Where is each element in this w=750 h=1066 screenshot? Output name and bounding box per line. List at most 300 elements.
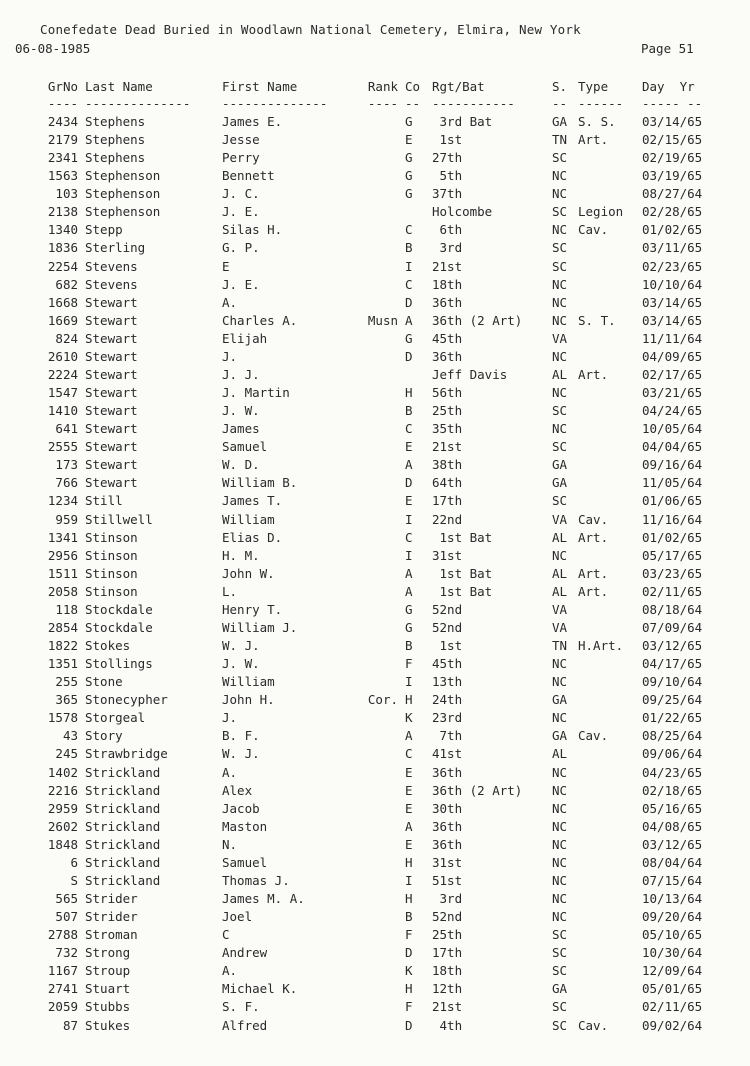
column-header-row xyxy=(0,79,750,97)
row-last-name: Stewart xyxy=(85,403,138,419)
row-first-name: Michael K. xyxy=(222,981,298,997)
row-last-name: Stewart xyxy=(85,439,138,455)
row-date: 05/17/65 xyxy=(642,547,703,563)
row-state: NC xyxy=(552,656,568,672)
row-state: GA xyxy=(552,692,568,708)
row-last-name: Strickland xyxy=(85,854,161,870)
row-state: AL xyxy=(552,366,568,382)
table-row xyxy=(0,728,750,746)
table-row xyxy=(0,150,750,168)
document-date: 06-08-1985 xyxy=(15,41,91,56)
row-state: NC xyxy=(552,800,568,816)
row-company: A xyxy=(405,312,413,328)
row-regiment: 52nd xyxy=(432,601,463,617)
row-regiment: 21st xyxy=(432,999,463,1015)
table-row xyxy=(0,620,750,638)
row-first-name: Samuel xyxy=(222,439,268,455)
page-number: Page 51 xyxy=(641,41,694,56)
row-last-name: Stewart xyxy=(85,421,138,437)
table-row xyxy=(0,927,750,945)
column-header-grno: GrNo xyxy=(47,79,78,94)
row-date: 12/09/64 xyxy=(642,963,703,979)
row-state: SC xyxy=(552,258,568,274)
row-date: 03/23/65 xyxy=(642,565,703,581)
row-company: H xyxy=(405,981,413,997)
row-date: 03/21/65 xyxy=(642,385,703,401)
row-company: E xyxy=(405,782,413,798)
row-first-name: Alex xyxy=(222,782,253,798)
table-row xyxy=(0,1018,750,1036)
row-first-name: C xyxy=(222,927,230,943)
row-regiment: 31st xyxy=(432,854,463,870)
row-state: GA xyxy=(552,475,568,491)
row-last-name: Stuart xyxy=(85,981,131,997)
table-row xyxy=(0,367,750,385)
row-last-name: Stewart xyxy=(85,457,138,473)
row-date: 01/02/65 xyxy=(642,222,703,238)
row-grno: 766 xyxy=(55,475,78,491)
row-first-name: S. F. xyxy=(222,999,260,1015)
row-first-name: H. M. xyxy=(222,547,260,563)
row-date: 02/15/65 xyxy=(642,132,703,148)
row-date: 05/01/65 xyxy=(642,981,703,997)
row-first-name: John W. xyxy=(222,565,275,581)
row-date: 04/09/65 xyxy=(642,348,703,364)
row-last-name: Stonecypher xyxy=(85,692,168,708)
row-company: G xyxy=(405,619,413,635)
row-type: Cav. xyxy=(578,1017,609,1033)
row-company: F xyxy=(405,656,413,672)
row-last-name: Stephenson xyxy=(85,204,161,220)
table-row xyxy=(0,873,750,891)
separator-grno: ---- xyxy=(47,96,78,111)
row-date: 04/08/65 xyxy=(642,818,703,834)
row-last-name: Story xyxy=(85,728,123,744)
table-row xyxy=(0,186,750,204)
row-state: AL xyxy=(552,583,568,599)
separator-regiment: ----------- xyxy=(432,96,515,111)
row-state: NC xyxy=(552,276,568,292)
row-last-name: Stillwell xyxy=(85,511,153,527)
row-state: NC xyxy=(552,168,568,184)
row-grno: 959 xyxy=(55,511,78,527)
separator-date: ----- -- xyxy=(642,96,703,111)
row-company: E xyxy=(405,493,413,509)
row-last-name: Stewart xyxy=(85,348,138,364)
row-first-name: J. E. xyxy=(222,276,260,292)
row-state: NC xyxy=(552,854,568,870)
row-grno: 2224 xyxy=(47,366,78,382)
row-grno: 1578 xyxy=(47,710,78,726)
row-first-name: Bennett xyxy=(222,168,275,184)
table-row xyxy=(0,295,750,313)
row-last-name: Strong xyxy=(85,945,131,961)
row-last-name: Stevens xyxy=(85,258,138,274)
row-first-name: Charles A. xyxy=(222,312,298,328)
row-date: 03/14/65 xyxy=(642,114,703,129)
row-first-name: Elijah xyxy=(222,330,268,346)
row-company: A xyxy=(405,583,413,599)
separator-last-name: -------------- xyxy=(85,96,191,111)
separator-rank: ---- xyxy=(367,96,398,111)
row-company: H xyxy=(405,891,413,906)
row-last-name: Stephens xyxy=(85,132,146,148)
row-first-name: W. D. xyxy=(222,457,260,473)
row-company: B xyxy=(405,909,413,925)
row-grno: 2854 xyxy=(47,619,78,635)
row-last-name: Strider xyxy=(85,909,138,925)
row-first-name: James T. xyxy=(222,493,283,509)
row-first-name: Henry T. xyxy=(222,601,283,617)
row-grno: 2741 xyxy=(47,981,78,997)
row-company: H xyxy=(405,692,413,708)
row-regiment: 35th xyxy=(432,421,463,437)
row-state: NC xyxy=(552,872,568,888)
row-regiment: 37th xyxy=(432,186,463,202)
row-grno: 2956 xyxy=(47,547,78,563)
row-first-name: J. xyxy=(222,710,238,726)
row-date: 09/06/64 xyxy=(642,746,703,762)
row-company: I xyxy=(405,872,413,888)
row-regiment: 3rd Bat xyxy=(432,114,493,129)
row-date: 10/30/64 xyxy=(642,945,703,961)
table-row xyxy=(0,313,750,331)
row-grno: 2610 xyxy=(47,348,78,364)
table-row xyxy=(0,855,750,873)
row-regiment: 13th xyxy=(432,674,463,690)
table-row xyxy=(0,602,750,620)
table-row xyxy=(0,638,750,656)
row-grno: 118 xyxy=(55,601,78,617)
column-header-company: Co xyxy=(405,79,421,94)
row-state: NC xyxy=(552,764,568,780)
row-first-name: J. C. xyxy=(222,186,260,202)
row-grno: 1563 xyxy=(47,168,78,184)
row-state: NC xyxy=(552,891,568,906)
table-row xyxy=(0,801,750,819)
row-grno: 2059 xyxy=(47,999,78,1015)
table-row xyxy=(0,277,750,295)
row-state: NC xyxy=(552,547,568,563)
row-state: NC xyxy=(552,782,568,798)
row-company: D xyxy=(405,294,413,310)
row-company: G xyxy=(405,186,413,202)
row-grno: 1822 xyxy=(47,638,78,654)
row-first-name: James E. xyxy=(222,114,283,129)
row-first-name: John H. xyxy=(222,692,275,708)
row-company: I xyxy=(405,258,413,274)
row-first-name: Thomas J. xyxy=(222,872,290,888)
row-regiment: 24th xyxy=(432,692,463,708)
row-last-name: Stephenson xyxy=(85,168,161,184)
row-type: H.Art. xyxy=(578,638,624,654)
row-grno: 103 xyxy=(55,186,78,202)
row-regiment: 36th (2 Art) xyxy=(432,312,523,328)
row-rank: Musn xyxy=(367,312,398,328)
table-row xyxy=(0,945,750,963)
row-regiment: 1st xyxy=(432,132,463,148)
row-company: F xyxy=(405,999,413,1015)
row-last-name: Stewart xyxy=(85,385,138,401)
row-company: C xyxy=(405,746,413,762)
row-grno: 1668 xyxy=(47,294,78,310)
row-state: SC xyxy=(552,963,568,979)
row-date: 02/19/65 xyxy=(642,150,703,166)
row-company: D xyxy=(405,348,413,364)
row-company: H xyxy=(405,385,413,401)
row-date: 02/17/65 xyxy=(642,366,703,382)
row-state: SC xyxy=(552,204,568,220)
row-date: 08/04/64 xyxy=(642,854,703,870)
row-date: 04/04/65 xyxy=(642,439,703,455)
row-date: 04/24/65 xyxy=(642,403,703,419)
row-first-name: Joel xyxy=(222,909,253,925)
row-state: NC xyxy=(552,348,568,364)
row-grno: 1511 xyxy=(47,565,78,581)
row-first-name: Perry xyxy=(222,150,260,166)
row-first-name: Andrew xyxy=(222,945,268,961)
row-company: I xyxy=(405,547,413,563)
row-grno: 1669 xyxy=(47,312,78,328)
row-first-name: J. J. xyxy=(222,366,260,382)
row-date: 02/18/65 xyxy=(642,782,703,798)
table-row xyxy=(0,584,750,602)
row-grno: 43 xyxy=(62,728,78,744)
row-date: 09/20/64 xyxy=(642,909,703,925)
row-regiment: 18th xyxy=(432,276,463,292)
row-grno: 2216 xyxy=(47,782,78,798)
header-separator-row xyxy=(0,96,750,114)
row-state: SC xyxy=(552,403,568,419)
row-last-name: Stepp xyxy=(85,222,123,238)
row-regiment: 3rd xyxy=(432,240,463,256)
column-header-date: Day Yr xyxy=(642,79,695,94)
row-state: SC xyxy=(552,927,568,943)
row-first-name: William J. xyxy=(222,619,298,635)
row-state: NC xyxy=(552,909,568,925)
row-company: C xyxy=(405,222,413,238)
separator-type: ------ xyxy=(578,96,624,111)
row-first-name: N. xyxy=(222,836,238,852)
row-first-name: L. xyxy=(222,583,238,599)
row-last-name: Stubbs xyxy=(85,999,131,1015)
row-date: 03/14/65 xyxy=(642,294,703,310)
row-first-name: J. xyxy=(222,348,238,364)
row-first-name: A. xyxy=(222,294,238,310)
row-date: 09/02/64 xyxy=(642,1017,703,1033)
table-row xyxy=(0,331,750,349)
row-grno: 245 xyxy=(55,746,78,762)
row-last-name: Stroman xyxy=(85,927,138,943)
row-last-name: Strickland xyxy=(85,872,161,888)
row-first-name: Jacob xyxy=(222,800,260,816)
row-grno: 6 xyxy=(70,854,78,870)
column-header-first-name: First Name xyxy=(222,79,298,94)
table-row xyxy=(0,204,750,222)
row-type: Legion xyxy=(578,204,624,220)
row-first-name: Maston xyxy=(222,818,268,834)
row-date: 05/16/65 xyxy=(642,800,703,816)
row-type: S. S. xyxy=(578,114,616,129)
row-company: A xyxy=(405,728,413,744)
table-row xyxy=(0,240,750,258)
row-first-name: J. E. xyxy=(222,204,260,220)
table-row xyxy=(0,783,750,801)
row-first-name: A. xyxy=(222,963,238,979)
row-state: GA xyxy=(552,981,568,997)
row-state: GA xyxy=(552,457,568,473)
row-last-name: Still xyxy=(85,493,123,509)
row-company: E xyxy=(405,132,413,148)
row-state: VA xyxy=(552,330,568,346)
row-grno: 565 xyxy=(55,891,78,906)
row-regiment: 12th xyxy=(432,981,463,997)
row-grno: 2602 xyxy=(47,818,78,834)
row-first-name: B. F. xyxy=(222,728,260,744)
row-state: SC xyxy=(552,150,568,166)
row-state: AL xyxy=(552,529,568,545)
row-regiment: 36th xyxy=(432,348,463,364)
row-regiment: 38th xyxy=(432,457,463,473)
row-regiment: 41st xyxy=(432,746,463,762)
row-date: 04/23/65 xyxy=(642,764,703,780)
table-row xyxy=(0,493,750,511)
row-company: E xyxy=(405,439,413,455)
row-date: 11/05/64 xyxy=(642,475,703,491)
row-grno: 2434 xyxy=(47,114,78,129)
row-grno: 824 xyxy=(55,330,78,346)
row-regiment: 27th xyxy=(432,150,463,166)
row-state: AL xyxy=(552,746,568,762)
column-header-rank: Rank xyxy=(367,79,398,94)
row-grno: 173 xyxy=(55,457,78,473)
row-regiment: 52nd xyxy=(432,909,463,925)
row-state: NC xyxy=(552,836,568,852)
row-regiment: Jeff Davis xyxy=(432,366,508,382)
row-date: 01/22/65 xyxy=(642,710,703,726)
column-header-state: S. xyxy=(552,79,568,94)
row-regiment: 1st Bat xyxy=(432,529,493,545)
row-last-name: Stewart xyxy=(85,312,138,328)
row-date: 02/11/65 xyxy=(642,999,703,1015)
row-regiment: 45th xyxy=(432,656,463,672)
row-first-name: J. W. xyxy=(222,656,260,672)
table-row xyxy=(0,457,750,475)
row-company: A xyxy=(405,565,413,581)
row-state: NC xyxy=(552,421,568,437)
row-first-name: William xyxy=(222,674,275,690)
row-state: TN xyxy=(552,132,568,148)
row-grno: 1234 xyxy=(47,493,78,509)
table-row xyxy=(0,439,750,457)
row-date: 03/14/65 xyxy=(642,312,703,328)
column-header-regiment: Rgt/Bat xyxy=(432,79,485,94)
row-date: 10/10/64 xyxy=(642,276,703,292)
row-date: 03/12/65 xyxy=(642,638,703,654)
row-state: VA xyxy=(552,619,568,635)
row-first-name: A. xyxy=(222,764,238,780)
row-company: B xyxy=(405,403,413,419)
row-regiment: 51st xyxy=(432,872,463,888)
row-company: A xyxy=(405,457,413,473)
table-row xyxy=(0,819,750,837)
row-first-name: James M. A. xyxy=(222,891,305,906)
table-row xyxy=(0,692,750,710)
row-type: Art. xyxy=(578,583,609,599)
table-row xyxy=(0,512,750,530)
row-company: B xyxy=(405,240,413,256)
table-row xyxy=(0,530,750,548)
row-state: NC xyxy=(552,186,568,202)
row-company: D xyxy=(405,475,413,491)
row-state: NC xyxy=(552,312,568,328)
row-regiment: 1st Bat xyxy=(432,565,493,581)
row-regiment: 30th xyxy=(432,800,463,816)
row-type: Art. xyxy=(578,529,609,545)
table-row xyxy=(0,981,750,999)
row-date: 02/23/65 xyxy=(642,258,703,274)
row-last-name: Strickland xyxy=(85,818,161,834)
row-last-name: Stewart xyxy=(85,366,138,382)
row-regiment: 36th xyxy=(432,764,463,780)
row-state: NC xyxy=(552,674,568,690)
row-company: K xyxy=(405,710,413,726)
row-grno: 1340 xyxy=(47,222,78,238)
row-state: NC xyxy=(552,385,568,401)
row-grno: 1547 xyxy=(47,385,78,401)
row-date: 09/16/64 xyxy=(642,457,703,473)
row-regiment: 7th xyxy=(432,728,463,744)
row-type: Art. xyxy=(578,565,609,581)
row-last-name: Stollings xyxy=(85,656,153,672)
row-grno: 2959 xyxy=(47,800,78,816)
row-grno: 1848 xyxy=(47,836,78,852)
table-row xyxy=(0,656,750,674)
row-date: 07/09/64 xyxy=(642,619,703,635)
row-regiment: 52nd xyxy=(432,619,463,635)
row-date: 10/13/64 xyxy=(642,891,703,906)
row-regiment: 36th (2 Art) xyxy=(432,782,523,798)
table-row xyxy=(0,710,750,728)
row-grno: 87 xyxy=(62,1017,78,1033)
row-grno: 1410 xyxy=(47,403,78,419)
row-first-name: E xyxy=(222,258,230,274)
row-last-name: Strickland xyxy=(85,836,161,852)
row-regiment: 36th xyxy=(432,836,463,852)
row-regiment: 4th xyxy=(432,1017,463,1033)
row-first-name: William B. xyxy=(222,475,298,491)
row-state: VA xyxy=(552,601,568,617)
table-row xyxy=(0,168,750,186)
row-first-name: J. W. xyxy=(222,403,260,419)
row-first-name: Samuel xyxy=(222,854,268,870)
row-date: 01/06/65 xyxy=(642,493,703,509)
row-last-name: Stephenson xyxy=(85,186,161,202)
row-regiment: 25th xyxy=(432,403,463,419)
table-row xyxy=(0,132,750,150)
row-grno: 507 xyxy=(55,909,78,925)
row-date: 03/11/65 xyxy=(642,240,703,256)
row-first-name: Silas H. xyxy=(222,222,283,238)
row-state: NC xyxy=(552,710,568,726)
row-grno: 1341 xyxy=(47,529,78,545)
row-regiment: 25th xyxy=(432,927,463,943)
table-row xyxy=(0,385,750,403)
row-last-name: Stokes xyxy=(85,638,131,654)
row-company: C xyxy=(405,421,413,437)
table-row xyxy=(0,349,750,367)
row-company: H xyxy=(405,854,413,870)
